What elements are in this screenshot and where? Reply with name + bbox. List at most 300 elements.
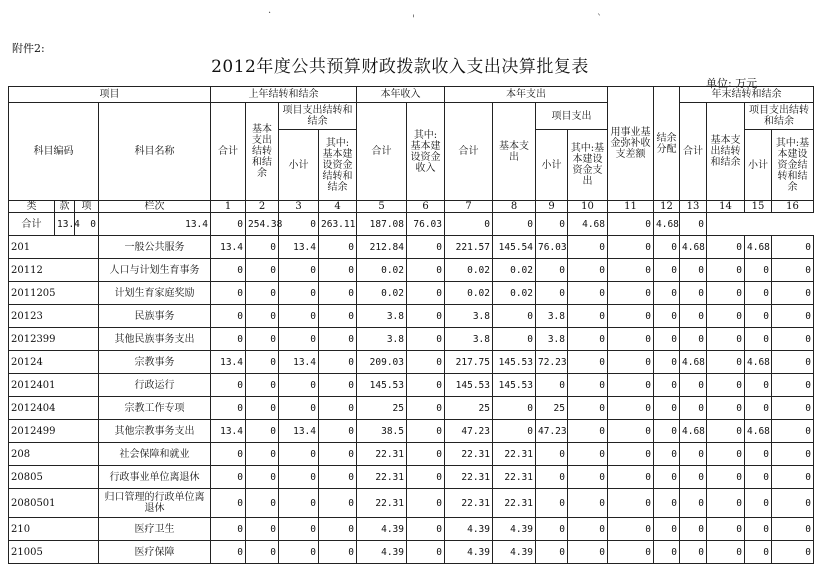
row-value: 0 <box>680 374 707 397</box>
row-value: 0 <box>707 420 745 443</box>
row-value: 72.23 <box>536 351 568 374</box>
row-value: 3.8 <box>357 305 407 328</box>
row-value: 25 <box>357 397 407 420</box>
row-value: 0 <box>568 282 608 305</box>
row-value: 145.53 <box>493 351 536 374</box>
header-name: 科目名称 <box>99 103 211 201</box>
row-value: 0 <box>246 351 279 374</box>
row-value: 0 <box>536 282 568 305</box>
row-value: 0 <box>211 443 246 466</box>
row-value: 0 <box>319 305 357 328</box>
row-value: 0 <box>680 259 707 282</box>
row-value: 4.68 <box>568 213 608 236</box>
header-expense-proj: 项目支出 <box>536 103 608 130</box>
col-number: 1 <box>211 201 246 213</box>
row-name: 医疗卫生 <box>99 518 211 541</box>
row-value: 0 <box>608 374 654 397</box>
row-value: 22.31 <box>493 466 536 489</box>
row-value: 0 <box>536 489 568 518</box>
header-expense-infra: 其中:基本建设资金支出 <box>568 130 608 201</box>
row-value: 13.4 <box>211 236 246 259</box>
row-value: 0 <box>211 259 246 282</box>
header-item: 项目 <box>9 87 211 103</box>
row-code: 20123 <box>9 305 99 328</box>
row-value: 0 <box>279 541 319 564</box>
row-value: 0 <box>680 518 707 541</box>
row-value: 0 <box>608 213 654 236</box>
row-value: 25 <box>445 397 493 420</box>
row-value: 0 <box>568 541 608 564</box>
header-code: 科目编码 <box>9 103 99 201</box>
row-value: 0 <box>246 420 279 443</box>
table-row <box>9 397 814 420</box>
row-value: 13.4 <box>279 236 319 259</box>
row-value: 0 <box>319 236 357 259</box>
row-value: 25 <box>536 397 568 420</box>
row-value: 0 <box>680 443 707 466</box>
row-value: 0 <box>772 374 814 397</box>
row-value: 4.68 <box>745 420 772 443</box>
header-income-total: 合计 <box>357 103 407 201</box>
row-value: 0 <box>279 213 319 236</box>
row-value: 0 <box>536 541 568 564</box>
row-value: 0 <box>246 236 279 259</box>
row-value: 0.02 <box>445 259 493 282</box>
row-value: 0 <box>568 259 608 282</box>
row-code: 2011205 <box>9 282 99 305</box>
row-value: 0 <box>654 236 680 259</box>
header-expense-subtotal: 小计 <box>536 130 568 201</box>
row-value: 0 <box>319 282 357 305</box>
row-value: 76.03 <box>407 213 445 236</box>
scan-mark: ' <box>412 14 415 25</box>
row-name: 一般公共服务 <box>99 236 211 259</box>
row-value: 0 <box>211 305 246 328</box>
row-value: 0 <box>493 213 536 236</box>
row-name: 宗教工作专项 <box>99 397 211 420</box>
row-value: 0.02 <box>493 282 536 305</box>
row-value: 0 <box>568 236 608 259</box>
header-end-total: 合计 <box>680 103 707 201</box>
row-value: 0 <box>246 489 279 518</box>
row-value: 22.31 <box>445 443 493 466</box>
table-row <box>9 259 814 282</box>
row-value: 0 <box>246 397 279 420</box>
row-value: 0 <box>246 518 279 541</box>
row-value: 0 <box>745 466 772 489</box>
row-value: 3.8 <box>536 305 568 328</box>
row-value: 0 <box>608 466 654 489</box>
row-name: 社会保障和就业 <box>99 443 211 466</box>
row-value: 221.57 <box>445 236 493 259</box>
row-value: 0 <box>772 397 814 420</box>
row-value: 0 <box>407 282 445 305</box>
row-value: 0 <box>493 420 536 443</box>
row-code: 2080501 <box>9 489 99 518</box>
row-value: 145.54 <box>493 236 536 259</box>
row-value: 13.4 <box>211 351 246 374</box>
row-value: 3.8 <box>357 328 407 351</box>
table-row <box>9 541 814 564</box>
header-begin-infra: 其中:基本建设资金结转和结余 <box>319 130 357 201</box>
row-value: 0 <box>407 541 445 564</box>
row-value: 0 <box>211 489 246 518</box>
row-value: 145.53 <box>493 374 536 397</box>
table-row <box>9 443 814 466</box>
col-number: 11 <box>608 201 654 213</box>
row-value: 0 <box>654 443 680 466</box>
row-value: 0 <box>608 397 654 420</box>
row-value: 0 <box>707 443 745 466</box>
row-value: 0 <box>772 351 814 374</box>
row-value: 13.4 <box>279 351 319 374</box>
row-value: 0 <box>707 351 745 374</box>
row-value: 22.31 <box>445 489 493 518</box>
row-value: 0 <box>707 328 745 351</box>
row-value: 0 <box>568 374 608 397</box>
row-value: 0 <box>608 305 654 328</box>
table-row <box>9 420 814 443</box>
attachment-label: 附件2: <box>12 42 45 55</box>
row-value: 0 <box>654 420 680 443</box>
row-value: 4.39 <box>493 518 536 541</box>
row-value: 4.39 <box>445 518 493 541</box>
row-value: 0 <box>608 420 654 443</box>
row-value: 0 <box>745 305 772 328</box>
row-code: 210 <box>9 518 99 541</box>
col-number: 8 <box>493 201 536 213</box>
row-value: 212.84 <box>357 236 407 259</box>
row-value: 0 <box>654 374 680 397</box>
row-value: 0 <box>772 282 814 305</box>
row-value: 47.23 <box>445 420 493 443</box>
row-value: 0 <box>493 397 536 420</box>
row-value: 0 <box>211 466 246 489</box>
row-value: 0 <box>608 541 654 564</box>
row-value: 0 <box>279 489 319 518</box>
row-value: 0 <box>680 213 707 236</box>
row-value: 0 <box>745 397 772 420</box>
table-header <box>9 87 814 213</box>
row-value: 0 <box>319 420 357 443</box>
header-begin-subtotal: 小计 <box>279 130 319 201</box>
row-value: 3.8 <box>536 328 568 351</box>
row-value: 0 <box>772 236 814 259</box>
row-value: 0 <box>319 541 357 564</box>
row-value: 22.31 <box>445 466 493 489</box>
row-value: 0 <box>654 466 680 489</box>
row-value: 0 <box>211 374 246 397</box>
row-value: 0 <box>536 518 568 541</box>
table-row <box>9 466 814 489</box>
row-value: 145.53 <box>445 374 493 397</box>
row-value: 0 <box>772 420 814 443</box>
row-code: 2012404 <box>9 397 99 420</box>
row-value: 0 <box>707 489 745 518</box>
row-value: 0 <box>279 328 319 351</box>
row-value: 187.08 <box>357 213 407 236</box>
col-number: 13 <box>680 201 707 213</box>
row-value: 0 <box>745 282 772 305</box>
row-value: 0 <box>407 489 445 518</box>
row-value: 0 <box>319 259 357 282</box>
row-value: 0 <box>246 443 279 466</box>
row-value: 0 <box>568 489 608 518</box>
row-value: 0 <box>608 489 654 518</box>
row-value: 0 <box>407 397 445 420</box>
row-value: 0 <box>568 443 608 466</box>
row-name: 人口与计划生育事务 <box>99 259 211 282</box>
table-row <box>9 489 814 518</box>
header-end-subtotal: 小计 <box>745 130 772 201</box>
row-value: 0 <box>772 541 814 564</box>
table-row <box>9 236 814 259</box>
row-value: 0 <box>407 420 445 443</box>
row-value: 0 <box>493 305 536 328</box>
table-row <box>9 328 814 351</box>
row-value: 0 <box>680 397 707 420</box>
row-code: 2012499 <box>9 420 99 443</box>
row-value: 0 <box>246 541 279 564</box>
row-value: 13.4 <box>211 420 246 443</box>
header-begin-total: 合计 <box>211 103 246 201</box>
row-value: 0 <box>319 489 357 518</box>
unit-label: 单位: 万元 <box>706 77 758 90</box>
col-number: 4 <box>319 201 357 213</box>
row-value: 0 <box>246 328 279 351</box>
row-value: 0 <box>654 489 680 518</box>
row-value: 0 <box>319 518 357 541</box>
row-value: 4.68 <box>680 420 707 443</box>
row-value: 0 <box>745 518 772 541</box>
row-value: 0 <box>319 351 357 374</box>
header-end-infra: 其中:基本建设资金结转和结余 <box>772 130 814 201</box>
header-begin-basic: 基本支出结转和结余 <box>246 103 279 201</box>
row-name: 宗教事务 <box>99 351 211 374</box>
row-value: 0 <box>707 541 745 564</box>
row-value: 0 <box>707 282 745 305</box>
row-value: 0 <box>279 518 319 541</box>
row-value: 0 <box>407 374 445 397</box>
header-expense-total: 合计 <box>445 103 493 201</box>
header-begin-carry: 上年结转和结余 <box>211 87 357 103</box>
row-value: 0 <box>279 466 319 489</box>
row-value: 0 <box>745 374 772 397</box>
row-value: 0 <box>707 397 745 420</box>
row-value: 4.39 <box>493 541 536 564</box>
row-value: 0 <box>680 489 707 518</box>
row-value: 0 <box>319 397 357 420</box>
header-expense-basic: 基本支出 <box>493 103 536 201</box>
row-value: 0 <box>536 259 568 282</box>
table-row <box>9 213 814 236</box>
col-number: 15 <box>745 201 772 213</box>
header-income-infra: 其中:基本建设资金收入 <box>407 103 445 201</box>
row-value: 4.68 <box>745 351 772 374</box>
row-value: 0 <box>211 518 246 541</box>
row-value: 0 <box>680 541 707 564</box>
row-value: 0 <box>608 236 654 259</box>
row-value: 4.68 <box>654 213 680 236</box>
budget-table <box>8 86 814 564</box>
row-value: 0 <box>608 518 654 541</box>
row-value: 0 <box>246 282 279 305</box>
row-value: 263.11 <box>319 213 357 236</box>
row-value: 0 <box>536 374 568 397</box>
row-value: 0 <box>680 328 707 351</box>
row-value: 22.31 <box>357 466 407 489</box>
header-this-expense: 本年支出 <box>445 87 608 103</box>
row-code: 20805 <box>9 466 99 489</box>
row-value: 13.4 <box>99 213 211 236</box>
row-value: 0 <box>654 397 680 420</box>
row-value: 0 <box>407 466 445 489</box>
header-section: 款 <box>55 201 75 213</box>
row-value: 0.02 <box>445 282 493 305</box>
row-name: 其他宗教事务支出 <box>99 420 211 443</box>
row-value: 0 <box>680 305 707 328</box>
row-value: 0 <box>707 236 745 259</box>
row-value: 0 <box>654 259 680 282</box>
row-value: 0 <box>772 466 814 489</box>
row-value: 0 <box>319 443 357 466</box>
row-code: 2012399 <box>9 328 99 351</box>
row-value: 0 <box>279 305 319 328</box>
row-value: 4.68 <box>680 236 707 259</box>
col-number: 12 <box>654 201 680 213</box>
row-value: 0 <box>407 351 445 374</box>
col-number: 14 <box>707 201 745 213</box>
row-value: 13.4 <box>279 420 319 443</box>
table-body <box>9 213 814 564</box>
row-name: 计划生育家庭奖励 <box>99 282 211 305</box>
header-end-basic: 基本支出结转和结余 <box>707 103 745 201</box>
header-this-income: 本年收入 <box>357 87 445 103</box>
col-number: 16 <box>772 201 814 213</box>
row-value: 0 <box>246 374 279 397</box>
row-value: 0 <box>279 443 319 466</box>
row-value: 0 <box>211 328 246 351</box>
row-value: 0 <box>568 420 608 443</box>
row-name: 归口管理的行政单位离退休 <box>99 489 211 518</box>
row-value: 0 <box>745 443 772 466</box>
row-value: 0 <box>654 518 680 541</box>
row-value: 0 <box>246 305 279 328</box>
header-entry: 项 <box>75 201 99 213</box>
row-value: 0 <box>211 213 246 236</box>
row-value: 22.31 <box>357 443 407 466</box>
row-value: 0 <box>772 328 814 351</box>
col-number: 2 <box>246 201 279 213</box>
row-value: 0 <box>319 328 357 351</box>
row-code: 2012401 <box>9 374 99 397</box>
row-value: 3.8 <box>445 328 493 351</box>
row-value: 0 <box>319 466 357 489</box>
row-value: 0 <box>654 541 680 564</box>
row-value: 0 <box>211 541 246 564</box>
row-value: 0 <box>654 282 680 305</box>
table-row <box>9 518 814 541</box>
row-value: 0 <box>772 518 814 541</box>
row-value: 0 <box>745 328 772 351</box>
row-value: 0 <box>211 397 246 420</box>
header-end-carry: 年末结转和结余 <box>680 87 814 103</box>
row-value: 0 <box>75 213 99 236</box>
row-value: 4.39 <box>445 541 493 564</box>
row-value: 4.68 <box>745 236 772 259</box>
row-value: 0.02 <box>493 259 536 282</box>
row-value: 0 <box>608 351 654 374</box>
row-code: 21005 <box>9 541 99 564</box>
row-value: 0 <box>654 328 680 351</box>
header-class: 类 <box>9 201 55 213</box>
row-value: 3.8 <box>445 305 493 328</box>
col-number: 9 <box>536 201 568 213</box>
row-value: 0 <box>772 489 814 518</box>
col-number: 3 <box>279 201 319 213</box>
table-row <box>9 374 814 397</box>
row-value: 0 <box>279 282 319 305</box>
row-value: 0 <box>772 305 814 328</box>
header-begin-proj: 项目支出结转和结余 <box>279 103 357 130</box>
row-code: 20124 <box>9 351 99 374</box>
row-value: 0 <box>608 443 654 466</box>
page-title: 2012年度公共预算财政拨款收入支出决算批复表 <box>211 57 589 77</box>
row-value: 0 <box>568 466 608 489</box>
row-value: 0 <box>745 259 772 282</box>
row-value: 0 <box>772 443 814 466</box>
row-value: 0 <box>279 259 319 282</box>
row-value: 0 <box>493 328 536 351</box>
row-code: 201 <box>9 236 99 259</box>
row-value: 4.39 <box>357 541 407 564</box>
row-value: 0 <box>246 259 279 282</box>
row-value: 0 <box>536 213 568 236</box>
row-value: 0 <box>707 305 745 328</box>
row-name: 医疗保障 <box>99 541 211 564</box>
row-value: 209.03 <box>357 351 407 374</box>
header-end-proj: 项目支出结转和结余 <box>745 103 814 130</box>
row-value: 0 <box>407 236 445 259</box>
row-value: 22.31 <box>493 489 536 518</box>
row-value: 0 <box>445 213 493 236</box>
row-value: 0 <box>407 518 445 541</box>
row-value: 0 <box>568 518 608 541</box>
row-value: 0 <box>772 259 814 282</box>
row-value: 0 <box>745 541 772 564</box>
row-value: 0 <box>568 351 608 374</box>
row-value: 0 <box>608 259 654 282</box>
row-value: 0 <box>407 443 445 466</box>
row-value: 0 <box>568 328 608 351</box>
col-number: 5 <box>357 201 407 213</box>
table-row <box>9 305 814 328</box>
row-value: 13.4 <box>55 213 75 236</box>
row-value: 38.5 <box>357 420 407 443</box>
header-fund-diff: 用事业基金弥补收支差额 <box>608 87 654 201</box>
col-number: 6 <box>407 201 445 213</box>
row-value: 0 <box>279 397 319 420</box>
row-name: 行政运行 <box>99 374 211 397</box>
row-value: 0 <box>568 305 608 328</box>
row-value: 0.02 <box>357 282 407 305</box>
row-value: 0 <box>608 328 654 351</box>
row-value: 4.39 <box>357 518 407 541</box>
row-value: 0 <box>707 466 745 489</box>
row-name: 民族事务 <box>99 305 211 328</box>
row-value: 0 <box>680 466 707 489</box>
row-value: 0 <box>654 351 680 374</box>
